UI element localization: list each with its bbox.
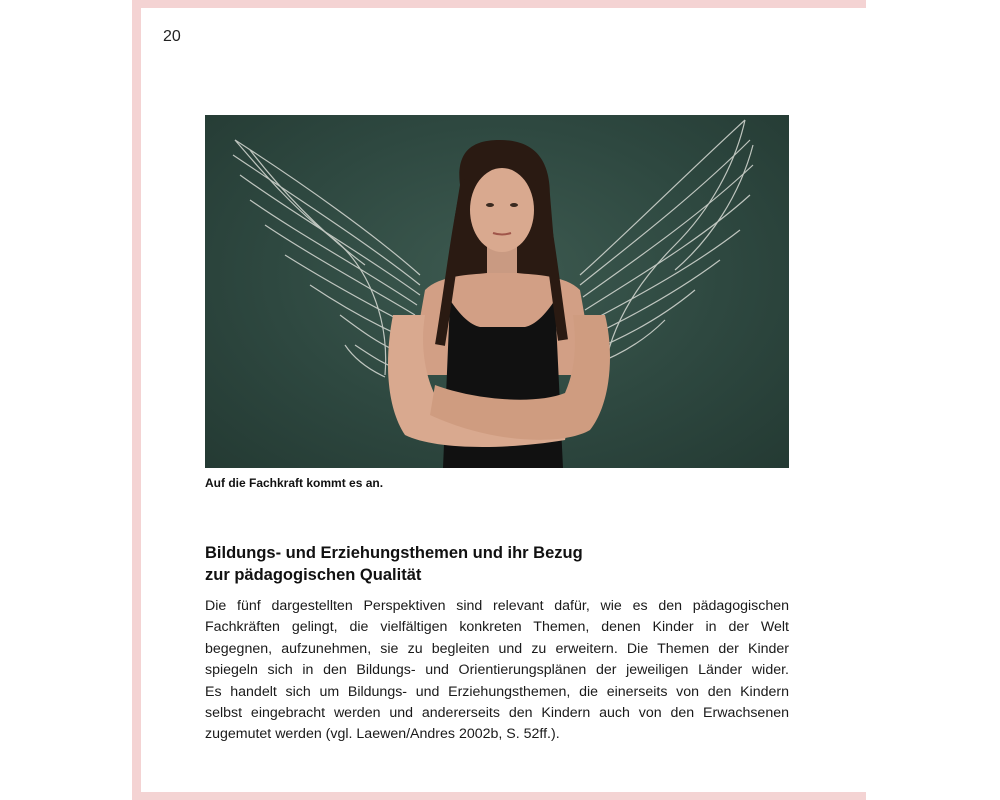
paragraph-line: zugemutet werden (vgl. Laewen/Andres 2002b, S. 52ff.). xyxy=(205,726,560,743)
paragraph-line: Die fünf dargestellten Perspektiven sind relevant dafür, wie es den pädagogischen xyxy=(205,598,789,614)
section-heading-line: Bildungs- und Erziehungsthemen und ihr Bezug xyxy=(205,544,583,562)
paragraph-line: begegnen, aufzunehmen, sie zu begleiten und zu erweitern. Die Themen der Kinder xyxy=(205,640,789,657)
paragraph-line: Es handelt sich um Bildungs- und Erziehungsthemen, die einerseits von den Kindern xyxy=(205,683,789,700)
eye-left xyxy=(486,203,494,207)
paragraph-line: spiegeln sich in den Bildungs- und Orientierungsplänen der jeweiligen Länder wider. xyxy=(205,662,789,679)
body-paragraph xyxy=(205,596,789,746)
photo-woman-with-chalk-wings xyxy=(205,115,789,468)
paragraph-line: Fachkräften gelingt, die vielfältigen konkreten Themen, denen Kinder in der Welt xyxy=(205,619,789,636)
paragraph-line: selbst eingebracht werden und andererseits den Kindern auch von den Erwachsenen xyxy=(205,705,789,722)
section-heading xyxy=(205,542,789,586)
section-heading-line: zur pädagogischen Qualität xyxy=(205,566,422,584)
image-caption: Auf die Fachkraft kommt es an. xyxy=(205,476,384,490)
page-number: 20 xyxy=(163,28,181,45)
eye-right xyxy=(510,203,518,207)
photo-illustration xyxy=(205,115,789,468)
face xyxy=(470,168,534,252)
